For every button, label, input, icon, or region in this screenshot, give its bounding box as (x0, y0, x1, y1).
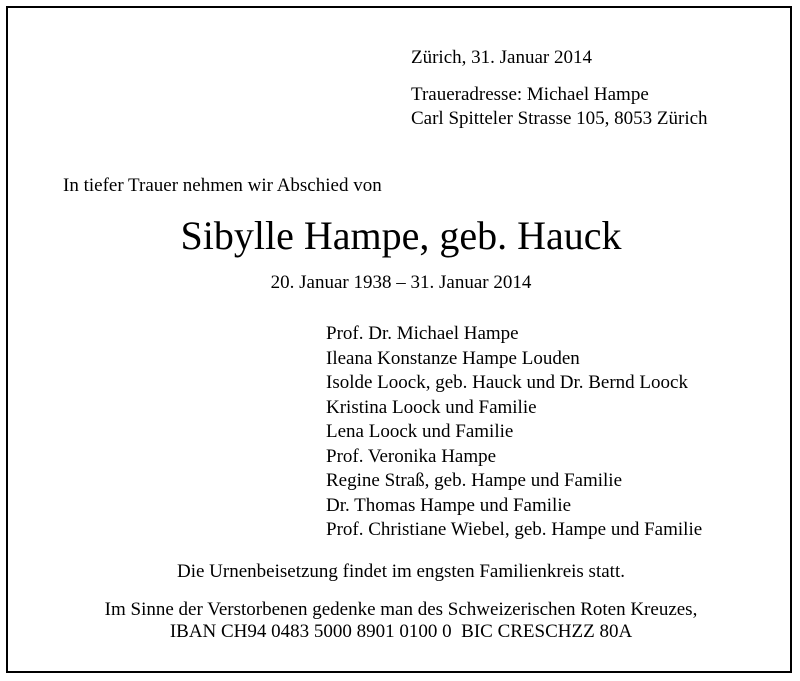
obituary-notice (6, 6, 792, 673)
mourner-item: Kristina Loock und Familie (326, 396, 537, 418)
life-dates: 20. Januar 1938 – 31. Januar 2014 (270, 272, 532, 293)
mourning-address-street: Carl Spitteler Strasse 105, 8053 Zürich (411, 108, 708, 129)
mourners-list (326, 322, 702, 543)
mourner-item: Dr. Thomas Hampe und Familie (326, 494, 572, 516)
mourner-item: Prof. Veronika Hampe (326, 445, 497, 467)
intro-text: In tiefer Trauer nehmen wir Abschied von (63, 175, 382, 196)
mourning-address-name: Traueradresse: Michael Hampe (411, 84, 649, 105)
bank-details: IBAN CH94 0483 5000 8901 0100 0 BIC CRESCHZZ 80A (169, 621, 633, 642)
deceased-name: Sibylle Hampe, geb. Hauck (180, 213, 622, 258)
mourner-item: Regine Straß, geb. Hampe und Familie (326, 470, 623, 491)
mourner-item: Isolde Loock, geb. Hauck und Dr. Bernd Loock (326, 372, 688, 393)
place-date: Zürich, 31. Januar 2014 (411, 47, 592, 68)
mourner-item: Lena Loock und Familie (326, 421, 514, 442)
mourner-item: Ileana Konstanze Hampe Louden (326, 347, 580, 369)
donation-note: Im Sinne der Verstorbenen gedenke man des Schweizerischen Roten Kreuzes, (104, 599, 698, 620)
burial-note: Die Urnenbeisetzung findet im engsten Familienkreis statt. (177, 561, 625, 582)
mourner-item: Prof. Christiane Wiebel, geb. Hampe und Familie (326, 519, 703, 540)
mourner-item: Prof. Dr. Michael Hampe (326, 323, 519, 344)
